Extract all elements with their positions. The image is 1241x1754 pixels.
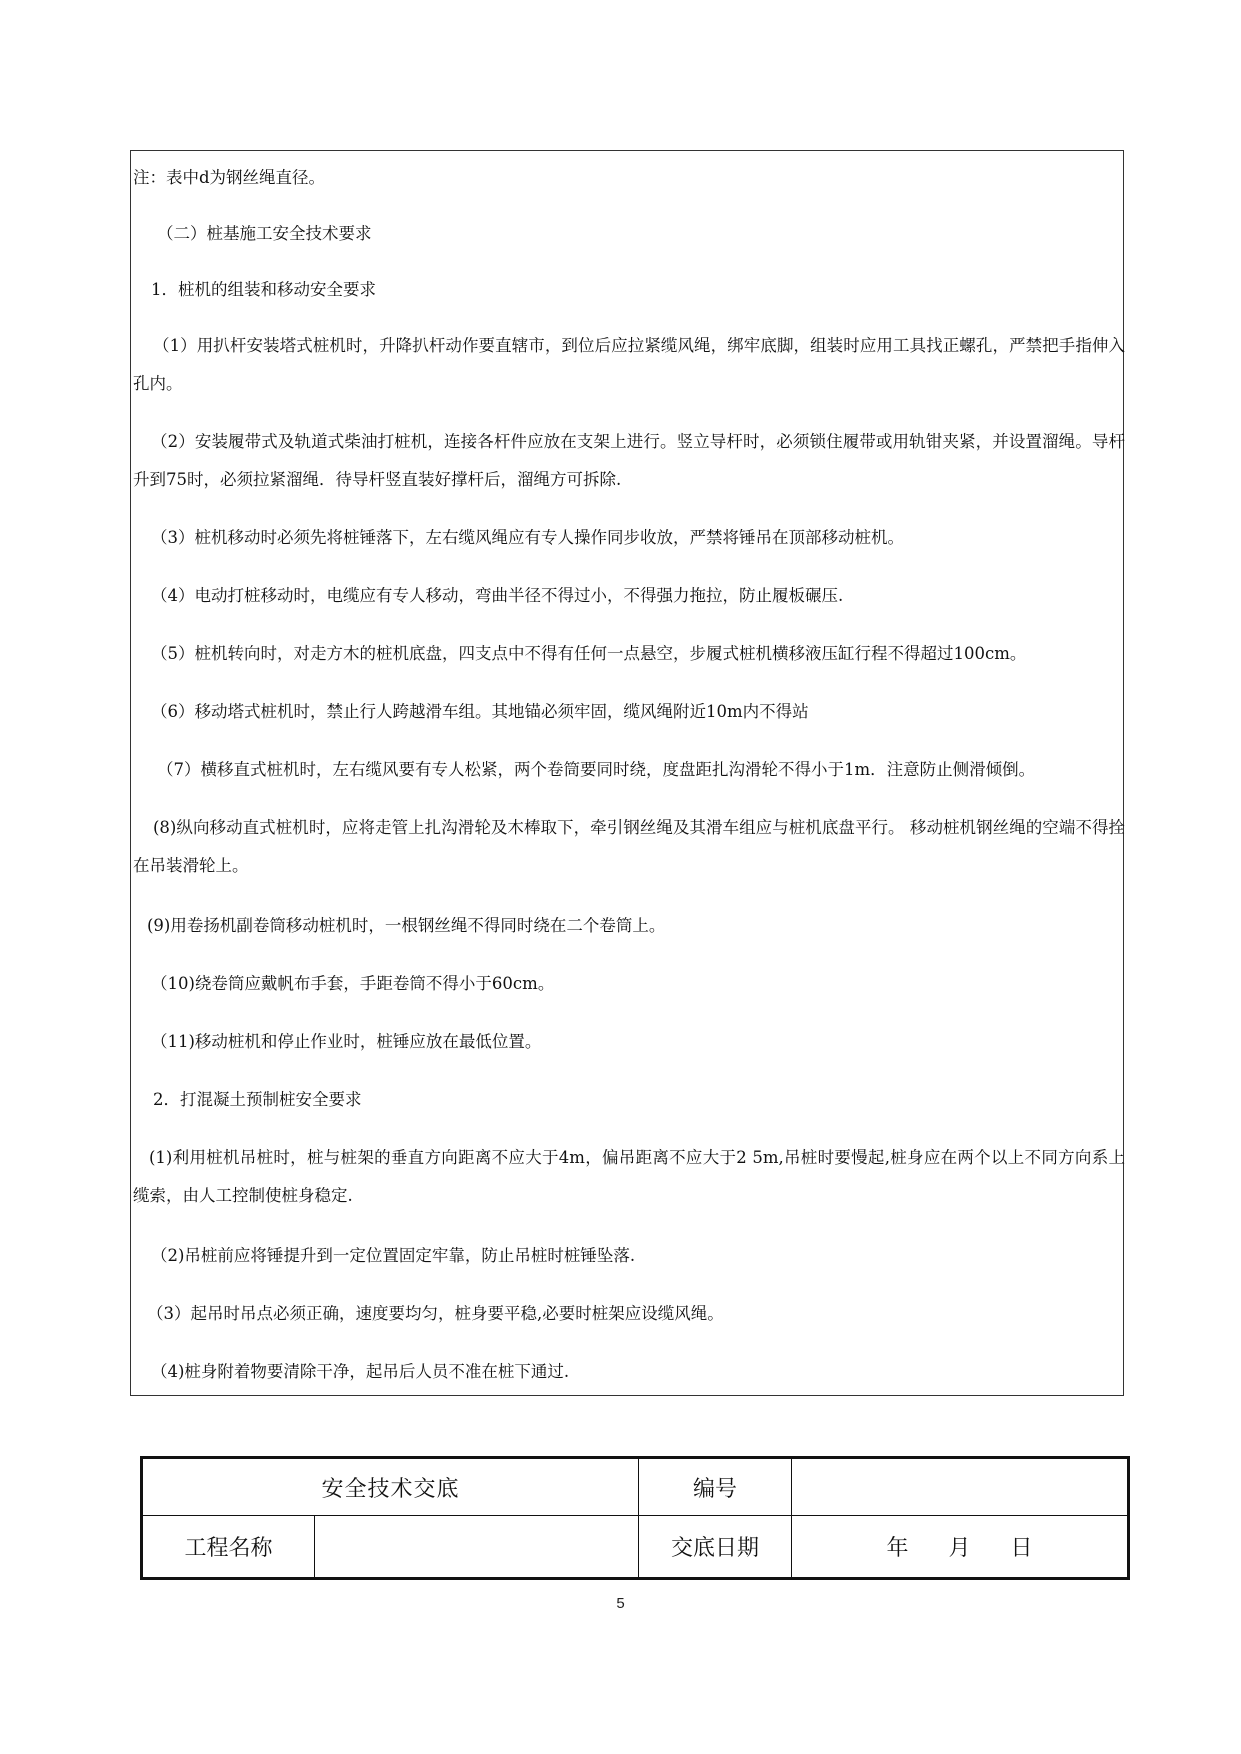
page-number: 5 [616, 1595, 625, 1612]
safety-briefing-header-table [140, 1456, 1130, 1580]
paragraph-item: (1)利用桩机吊桩时，桩与桩架的垂直方向距离不应大于4m，偏吊距离不应大于2 5m,吊桩时要慢起,桩身应在两个以上不同方向系上缆索，由人工控制使桩身稳定. [133, 1148, 1125, 1205]
project-name-label: 工程名称 [142, 1516, 315, 1579]
subsection-heading: 1．桩机的组装和移动安全要求 [151, 280, 376, 299]
number-value-cell [792, 1458, 1129, 1516]
briefing-date-label: 交底日期 [639, 1516, 792, 1579]
paragraph-item: （1）用扒杆安装塔式桩机时，升降扒杆动作要直辖市，到位后应拉紧缆风绳，绑牢底脚，组装时应用工具找正螺孔，严禁把手指伸入孔内。 [133, 336, 1125, 393]
project-name-value-cell [315, 1516, 639, 1579]
subsection-heading: 2．打混凝土预制桩安全要求 [153, 1090, 362, 1109]
number-label: 编号 [639, 1458, 792, 1516]
paragraph-item: （7）横移直式桩机时，左右缆风要有专人松紧，两个卷筒要同时绕，度盘距扎沟滑轮不得小于1m．注意防止侧滑倾倒。 [157, 760, 1036, 779]
paragraph-item: （6）移动塔式桩机时，禁止行人跨越滑车组。其地锚必须牢固，缆风绳附近10m内不得站 [151, 702, 809, 721]
paragraph-item: （5）桩机转向时，对走方木的桩机底盘，四支点中不得有任何一点悬空，步履式桩机横移液压缸行程不得超过100cm。 [151, 644, 1027, 663]
date-day-label: 日 [1010, 1536, 1033, 1561]
paragraph-item: （3）桩机移动时必须先将桩锤落下，左右缆风绳应有专人操作同步收放，严禁将锤吊在顶部移动桩机。 [151, 528, 904, 547]
paragraph-item: (8)纵向移动直式桩机时，应将走管上扎沟滑轮及木棒取下，牵引钢丝绳及其滑车组应与桩机底盘平行。 移动桩机钢丝绳的空端不得拴在吊装滑轮上。 [133, 818, 1125, 875]
paragraph-item: （2)吊桩前应将锤提升到一定位置固定牢靠，防止吊桩时桩锤坠落. [151, 1246, 636, 1265]
note-paragraph: 注：表中d为钢丝绳直径。 [133, 168, 326, 187]
date-month-label: 月 [948, 1536, 971, 1561]
paragraph-item: （10)绕卷筒应戴帆布手套，手距卷筒不得小于60cm。 [151, 974, 555, 993]
section-heading: （二）桩基施工安全技术要求 [157, 224, 372, 243]
paragraph-item: (9)用卷扬机副卷筒移动桩机时，一根钢丝绳不得同时绕在二个卷筒上。 [147, 916, 666, 935]
paragraph-item: （4）电动打桩移动时，电缆应有专人移动，弯曲半径不得过小，不得强力拖拉，防止履板碾压. [151, 586, 844, 605]
paragraph-item: （11)移动桩机和停止作业时，桩锤应放在最低位置。 [151, 1032, 542, 1051]
table-title: 安全技术交底 [142, 1458, 639, 1516]
briefing-date-value-cell [792, 1516, 1129, 1579]
paragraph-item: （3）起吊时吊点必须正确，速度要均匀，桩身要平稳,必要时桩架应设缆风绳。 [147, 1304, 724, 1323]
date-year-label: 年 [886, 1536, 909, 1561]
paragraph-item: （4)桩身附着物要清除干净，起吊后人员不准在桩下通过. [151, 1362, 570, 1381]
paragraph-item: （2）安装履带式及轨道式柴油打桩机，连接各杆件应放在支架上进行。竖立导杆时，必须锁住履带或用轨钳夹紧，并设置溜绳。导杆升到75时，必须拉紧溜绳．待导杆竖直装好撑杆后，溜绳方可拆除. [133, 432, 1125, 489]
content-box [130, 150, 1124, 1396]
